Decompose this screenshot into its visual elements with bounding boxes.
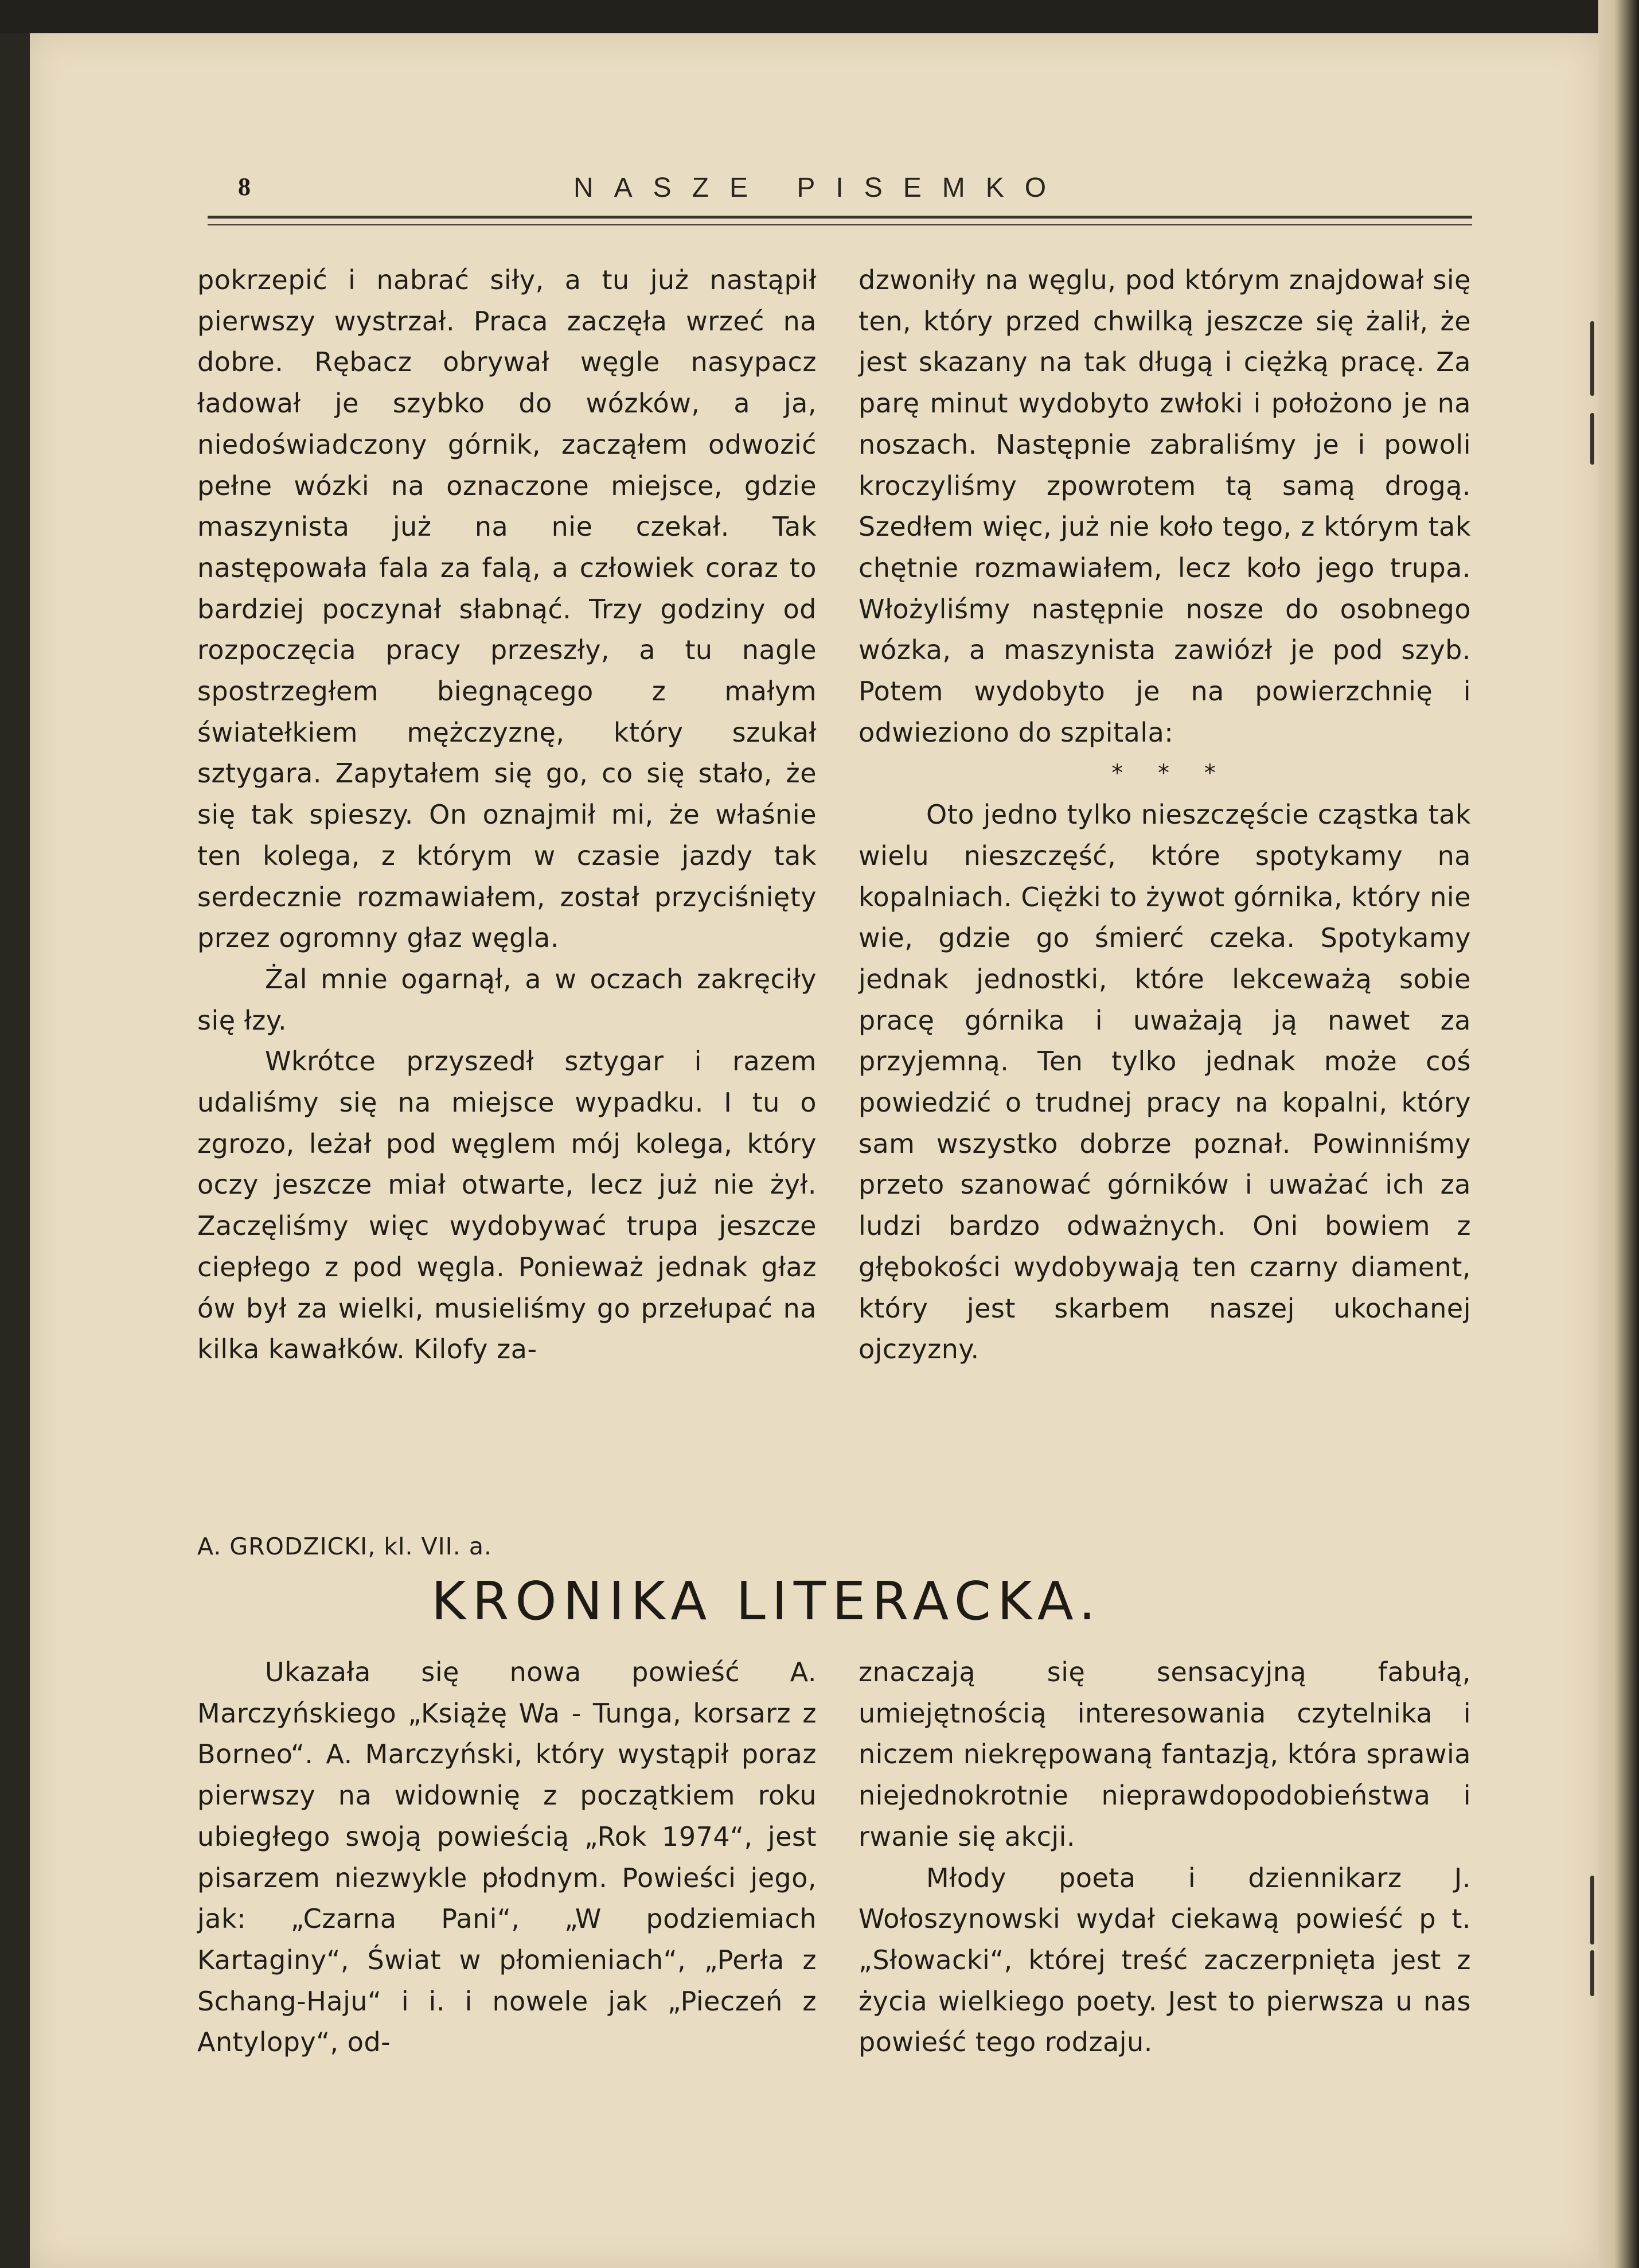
paragraph: Ukazała się nowa powieść A. Marczyńskiego „Książę Wa - Tunga, korsarz z Borneo“. A. Marczyński, który wystąpił poraz pierwszy na widownię z początkiem roku ubiegłego swoją powieścią „Rok 1974“, jest pisarzem niezwykle płodnym. Powieści jego, jak: „Czarna Pani“, „W podziemiach Kartaginy“, Świat w płomieniach“, „Perła z Schang-Haju“ i i. i nowele jak „Pieczeń z Antylopy“, od- — [197, 1657, 817, 2058]
paragraph: Młody poeta i dziennikarz J. Wołoszynowski wydał ciekawą powieść p t. „Słowacki“, której treść zaczerpnięta jest z życia wielkiego poety. Jest to pierwsza u nas powieść tego rodzaju. — [858, 1862, 1471, 2058]
article-column-left — [197, 260, 817, 1370]
header-rule-thin — [208, 224, 1472, 225]
binding-mark — [1590, 321, 1594, 396]
running-title: NASZE PISEMKO — [573, 173, 1067, 203]
paragraph: Wkrótce przyszedł sztygar i razem udaliśmy się na miejsce wypadku. I tu o zgrozo, leżał pod węglem mój kolega, który oczy jeszcze miał otwarte, lecz już nie żył. Zaczęliśmy więc wydobywać trupa jeszcze ciepłego z pod węgla. Ponieważ jednak głaz ów był za wielki, musieliśmy go przełupać na kilka kawałków. Kilofy za- — [197, 1046, 817, 1365]
scan-border-top — [0, 0, 1639, 33]
page-number: 8 — [238, 173, 251, 201]
paragraph: Żal mnie ogarnął, a w oczach zakręciły się łzy. — [197, 963, 817, 1036]
paragraph: pokrzepić i nabrać siły, a tu już nastąpił pierwszy wystrzał. Praca zaczęła wrzeć na dobre. Rębacz obrywał węgle nasypacz ładował je szybko do wózków, a ja, niedoświadczony górnik, zacząłem odwozić pełne wózki na oznaczone miejsce, gdzie maszynista już na nie czekał. Tak następowała fala za falą, a człowiek coraz to bardziej poczynał słabnąć. Trzy godziny od rozpoczęcia pracy przeszły, a tu nagle spostrzegłem biegnącego z małym światełkiem mężczyznę, który szukał sztygara. Zapytałem się go, co się stało, że się tak spieszy. On oznajmił mi, że właśnie ten kolega, z którym w czasie jazdy tak serdecznie rozmawiałem, został przyciśnięty przez ogromny głaz węgla. — [197, 264, 817, 954]
section-separator: * * * — [1111, 760, 1230, 787]
author-byline: A. GRODZICKI, kl. VII. a. — [197, 1533, 492, 1560]
header-rule — [208, 216, 1472, 219]
binding-mark — [1590, 1950, 1594, 1996]
section-title: KRONIKA LITERACKA. — [431, 1571, 1102, 1632]
page-edge-right — [1598, 0, 1639, 2268]
binding-mark — [1590, 1876, 1594, 1944]
paragraph: Oto jedno tylko nieszczęście cząstka tak wielu nieszczęść, które spotykamy na kopalniach. Ciężki to żywot górnika, który nie wie, gdzie go śmierć czeka. Spotykamy jednak jednostki, które lekceważą sobie pracę górnika i uważają ją nawet za przyjemną. Ten tylko jednak może coś powiedzić o trudnej pracy na kopalni, który sam wszystko dobrze poznał. Powinniśmy przeto szanować górników i uważać ich za ludzi bardzo odważnych. Oni bowiem z głębokości wydobywają ten czarny diament, który jest skarbem naszej ukochanej ojczyzny. — [858, 799, 1471, 1365]
binding-mark — [1590, 413, 1594, 465]
chronicle-column-left — [197, 1652, 817, 2063]
paragraph: znaczają się sensacyjną fabułą, umiejętnością interesowania czytelnika i niczem niekrępowaną fantazją, która sprawia niejednokrotnie nieprawdopodobieństwa i rwanie się akcji. — [858, 1657, 1471, 1852]
article-column-right — [858, 260, 1471, 1370]
chronicle-column-right — [858, 1652, 1471, 2063]
paragraph: dzwoniły na węglu, pod którym znajdował się ten, który przed chwilką jeszcze się żalił, że jest skazany na tak długą i ciężką pracę. Za parę minut wydobyto zwłoki i położono je na noszach. Następnie zabraliśmy je i powoli kroczyliśmy zpowrotem tą samą drogą. Szedłem więc, już nie koło tego, z którym tak chętnie rozmawiałem, lecz koło jego trupa. Włożyliśmy następnie nosze do osobnego wózka, a maszynista zawiózł je pod szyb. Potem wydobyto je na powierzchnię i odwieziono do szpitala: — [858, 264, 1471, 748]
